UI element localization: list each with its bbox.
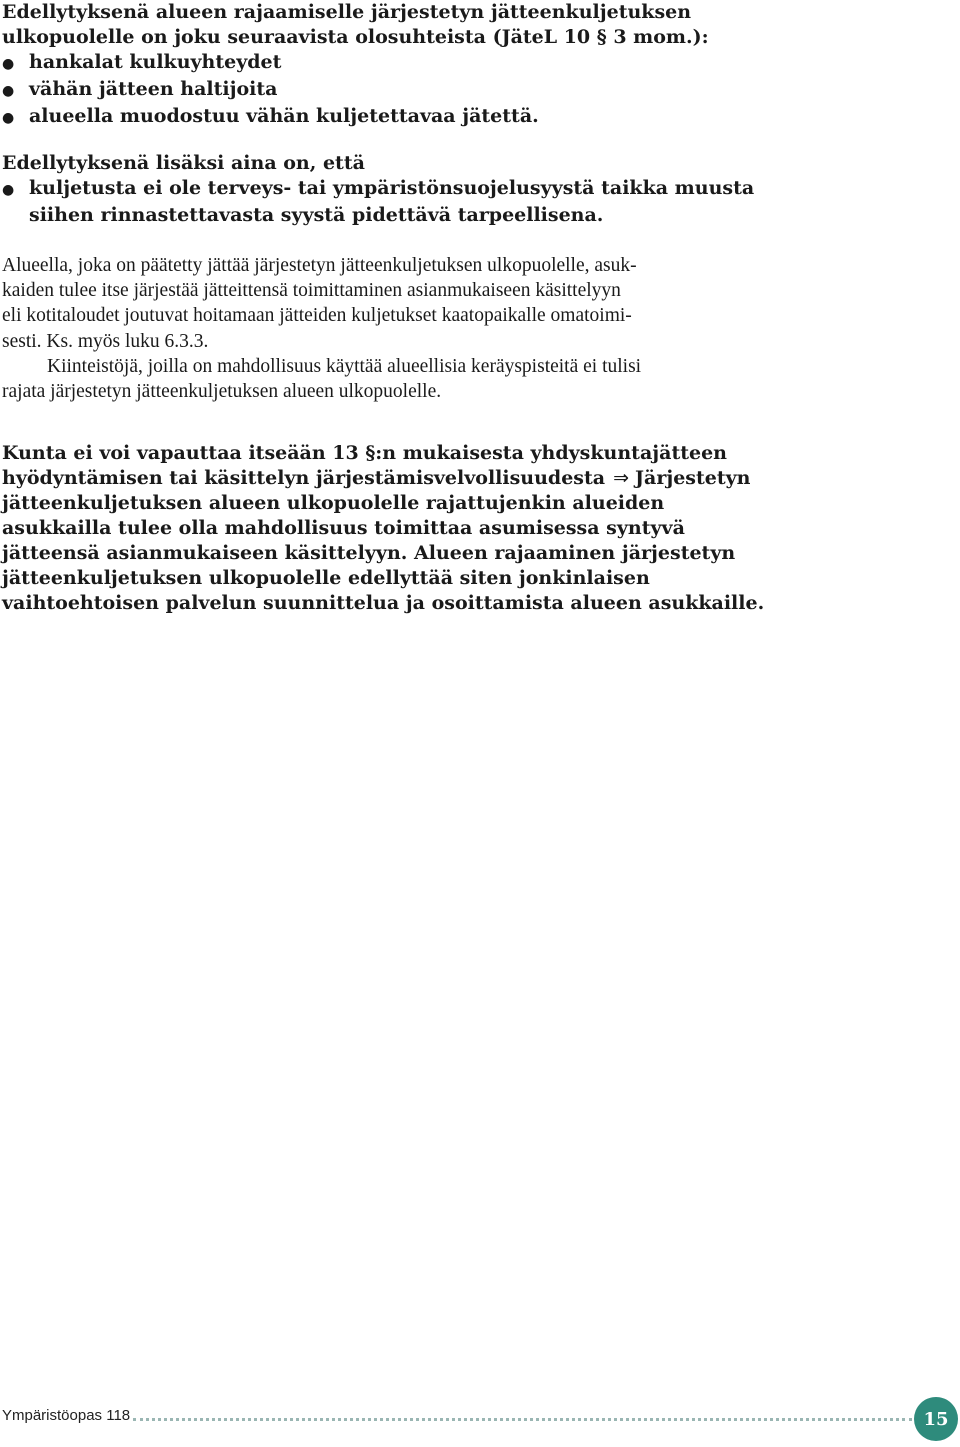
list-item — [2, 176, 952, 203]
obligation-line-end: Järjestetyn — [635, 467, 751, 489]
obligation-line: jätteenkuljetuksen alueen ulkopuolelle rajattujenkin alueiden — [2, 492, 665, 514]
paragraph-line: eli kotitaloudet joutuvat hoitamaan jätteiden kuljetukset kaatopaikalle omatoimi- — [2, 305, 632, 327]
list-item-text: hankalat kulkuyhteydet — [29, 51, 282, 73]
list-item — [2, 50, 952, 77]
paragraph-line: kaiden tulee itse järjestää jätteittensä toimittaminen asianmukaiseen käsittelyyn — [2, 280, 621, 302]
obligation-line: jätteensä asianmukaiseen käsittelyyn. Alueen rajaaminen järjestetyn — [2, 542, 736, 564]
list-item-text: vähän jätteen haltijoita — [29, 78, 278, 100]
bullet-icon: ● — [2, 56, 15, 72]
obligation-line: asukkailla tulee olla mahdollisuus toimittaa asumisessa syntyvä — [2, 517, 685, 539]
bullet-icon: ● — [2, 83, 15, 99]
obligation-line: jätteenkuljetuksen ulkopuolelle edellyttää siten jonkinlaisen — [2, 567, 650, 589]
obligation-line-start: hyödyntämisen tai käsittelyn järjestämisvelvollisuudesta — [2, 467, 606, 489]
implies-arrow-icon: ⇒ — [613, 467, 630, 489]
paragraph-line: rajata järjestetyn jätteenkuljetuksen alueen ulkopuolelle. — [2, 381, 442, 403]
list-item-text: alueella muodostuu vähän kuljetettavaa jätettä. — [29, 105, 539, 127]
paragraph-line: Alueella, joka on päätetty jättää järjestetyn jätteenkuljetuksen ulkopuolelle, asuk- — [2, 255, 637, 276]
bullet-icon: ● — [2, 110, 15, 126]
list-item — [2, 104, 952, 131]
paragraph-line: Kiinteistöjä, joilla on mahdollisuus käyttää alueellisia keräyspisteitä ei tulisi — [47, 355, 642, 377]
obligation-line — [2, 466, 952, 491]
page-number-badge: 15 — [914, 1397, 958, 1441]
obligation-line: vaihtoehtoisen palvelun suunnittelua ja osoittamista alueen asukkaille. — [2, 592, 765, 614]
list-item-continuation: siihen rinnastettavasta syystä pidettävä tarpeellisena. — [29, 204, 604, 226]
section-additional-condition — [2, 151, 952, 228]
section-criteria — [2, 0, 952, 131]
bullet-icon: ● — [2, 182, 15, 198]
paragraph-line: sesti. Ks. myös luku 6.3.3. — [2, 330, 209, 352]
section-municipal-obligation — [2, 441, 952, 616]
footer-publication: Ympäristöopas 118 — [2, 1407, 131, 1424]
list-item — [2, 77, 952, 104]
criteria-intro-line-1: Edellytyksenä alueen rajaamiselle järjestetyn jätteenkuljetuksen — [2, 1, 692, 23]
obligation-line: Kunta ei voi vapauttaa itseään 13 §:n mukaisesta yhdyskuntajätteen — [2, 442, 727, 464]
footer-dotted-rule — [133, 1418, 912, 1421]
additional-condition-intro: Edellytyksenä lisäksi aina on, että — [2, 152, 365, 174]
criteria-intro-line-2: ulkopuolelle on joku seuraavista olosuhteista (JäteL 10 § 3 mom.): — [2, 26, 709, 48]
list-item-text: kuljetusta ei ole terveys- tai ympäristönsuojelusyystä taikka muusta — [29, 177, 755, 199]
body-paragraph — [2, 253, 952, 404]
